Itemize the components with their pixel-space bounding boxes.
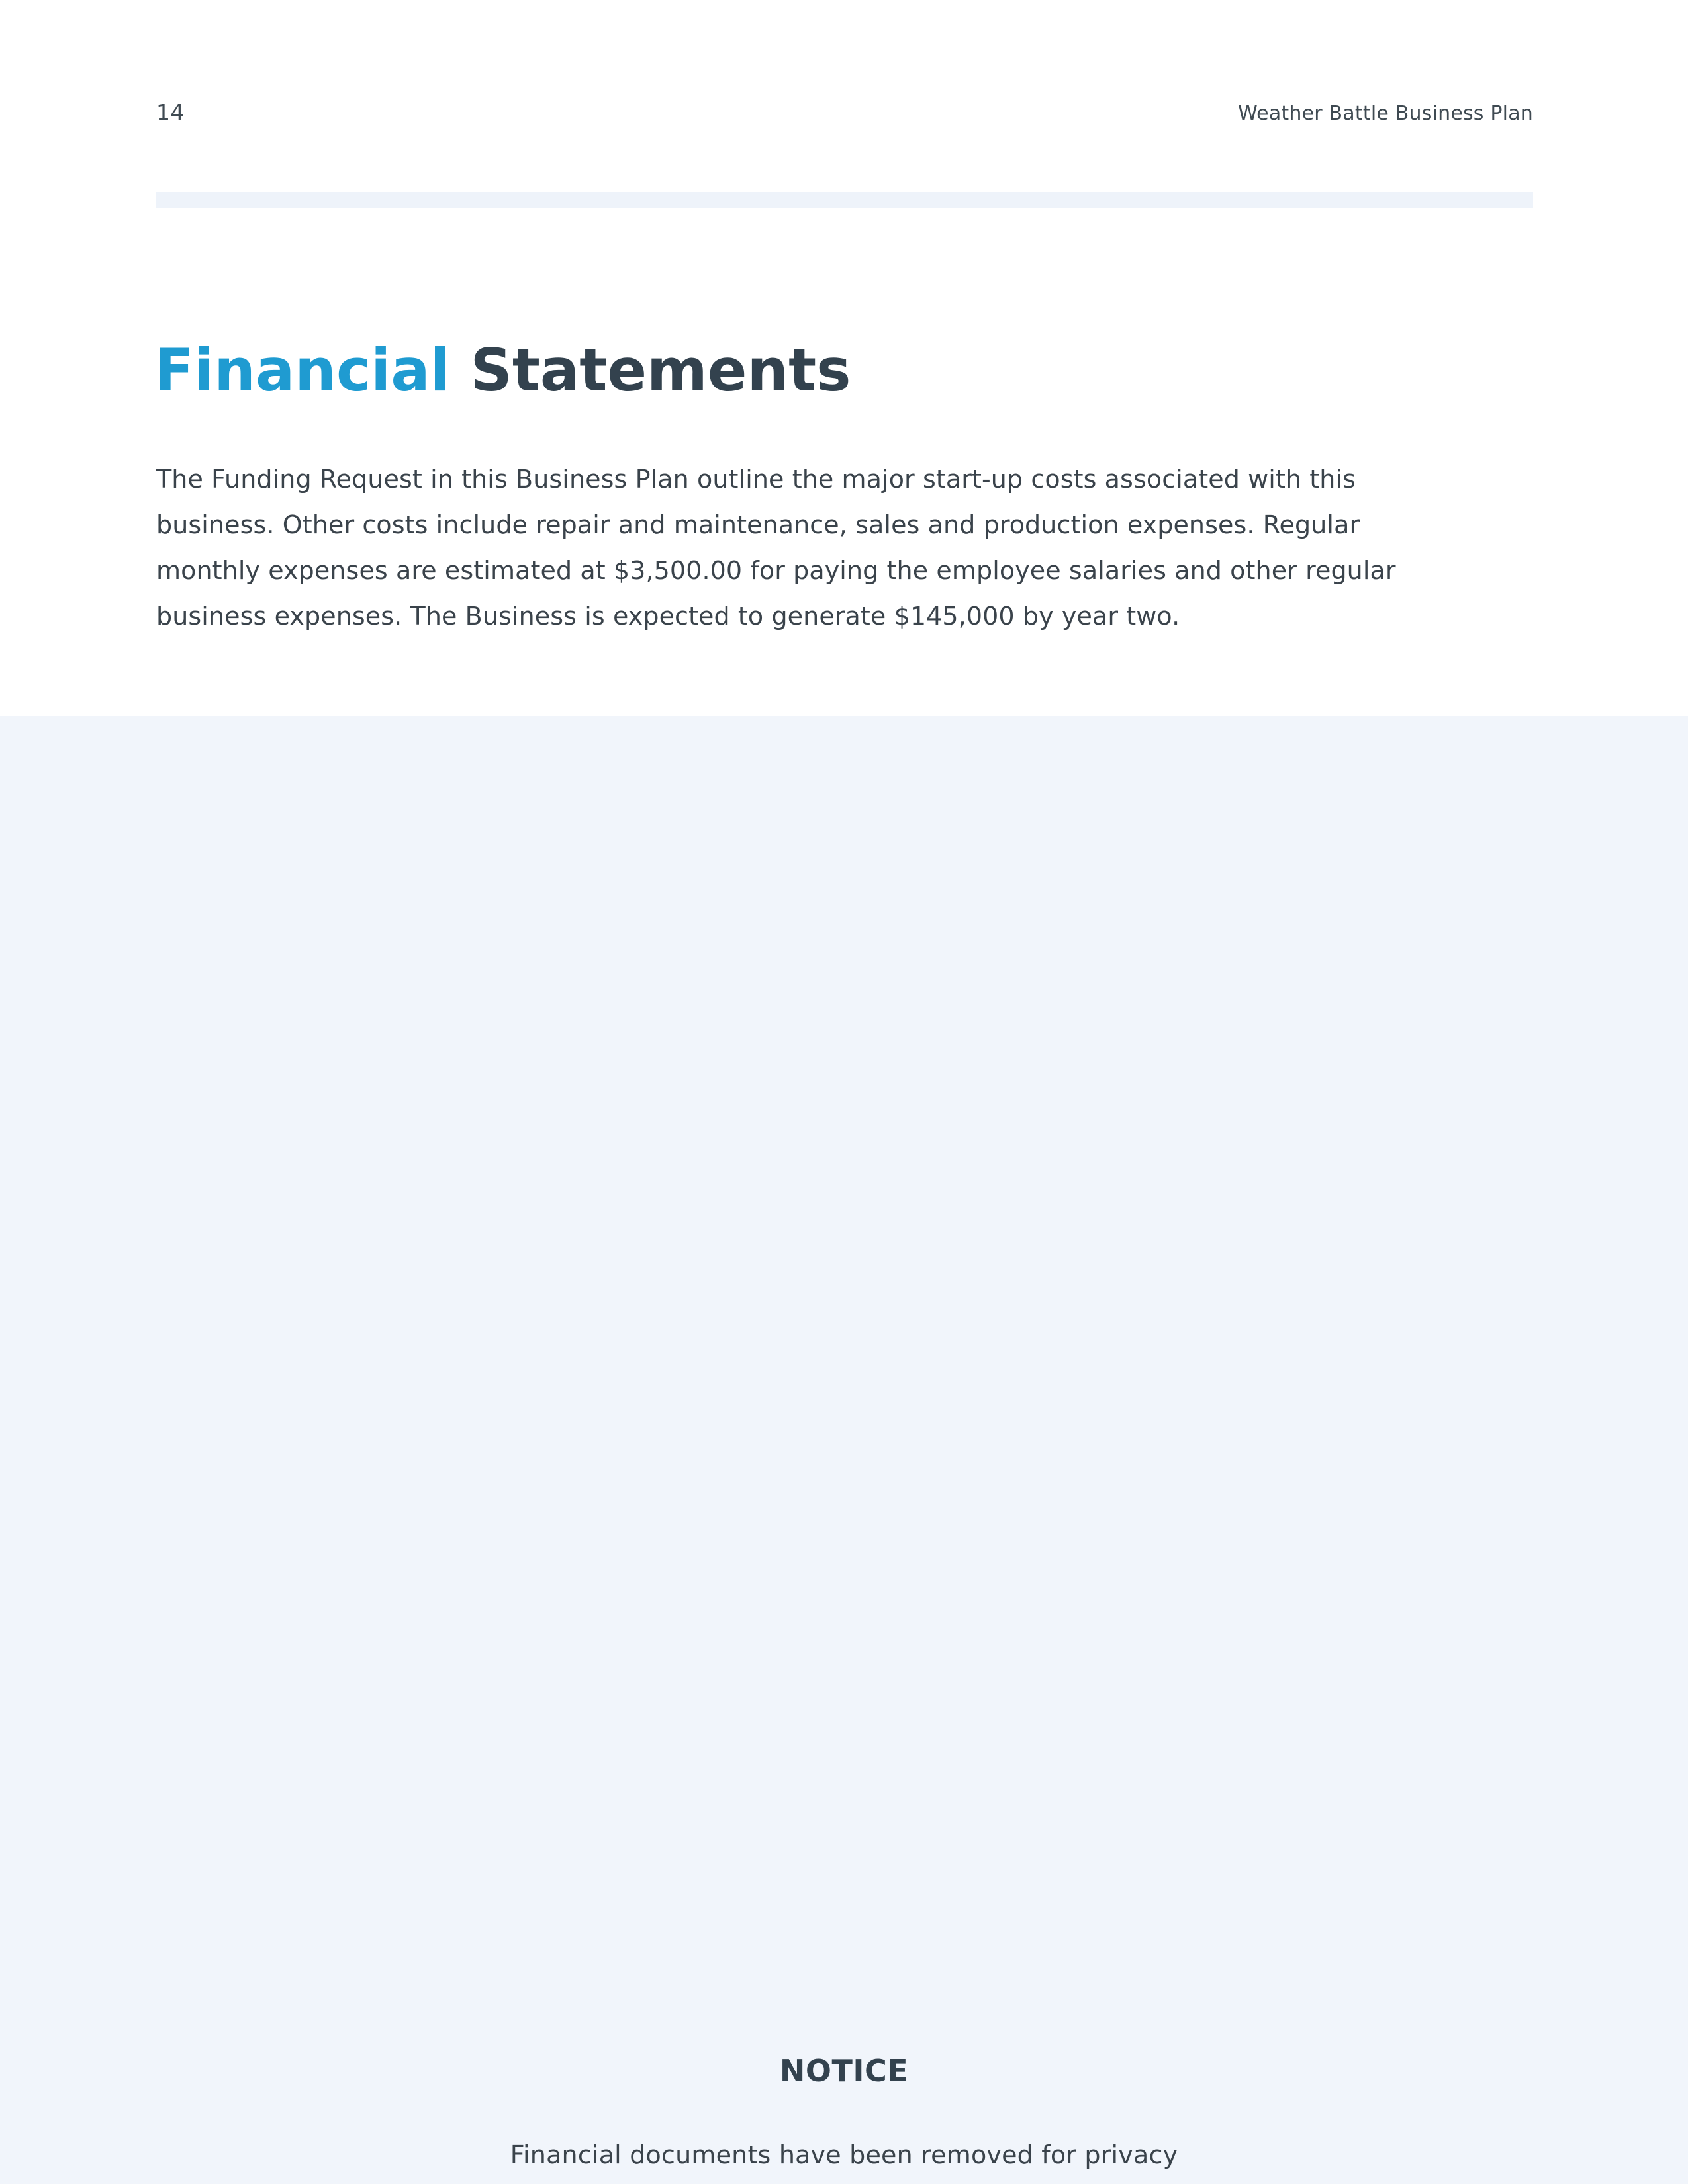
- page-header: [156, 99, 1533, 139]
- notice-message: Financial documents have been removed for privacy: [510, 2140, 1178, 2169]
- page-title: [154, 336, 851, 404]
- intro-paragraph: The Funding Request in this Business Plan outline the major start-up costs associated with this business. Other costs include repair and maintenance, sales and production expenses. Regular monthly expenses are estimated at $3,500.00 for paying the employee salaries and other regular business expenses. The Business is expected to generate $145,000 by year two.: [156, 465, 1396, 631]
- notice-heading: NOTICE: [779, 2053, 909, 2089]
- page-title-accent: Financial: [154, 336, 450, 404]
- header-divider: [156, 192, 1533, 208]
- notice-panel: [0, 716, 1688, 2184]
- header-document-title: Weather Battle Business Plan: [1238, 102, 1533, 125]
- page-number: 14: [156, 99, 185, 125]
- page-title-rest: Statements: [449, 336, 851, 404]
